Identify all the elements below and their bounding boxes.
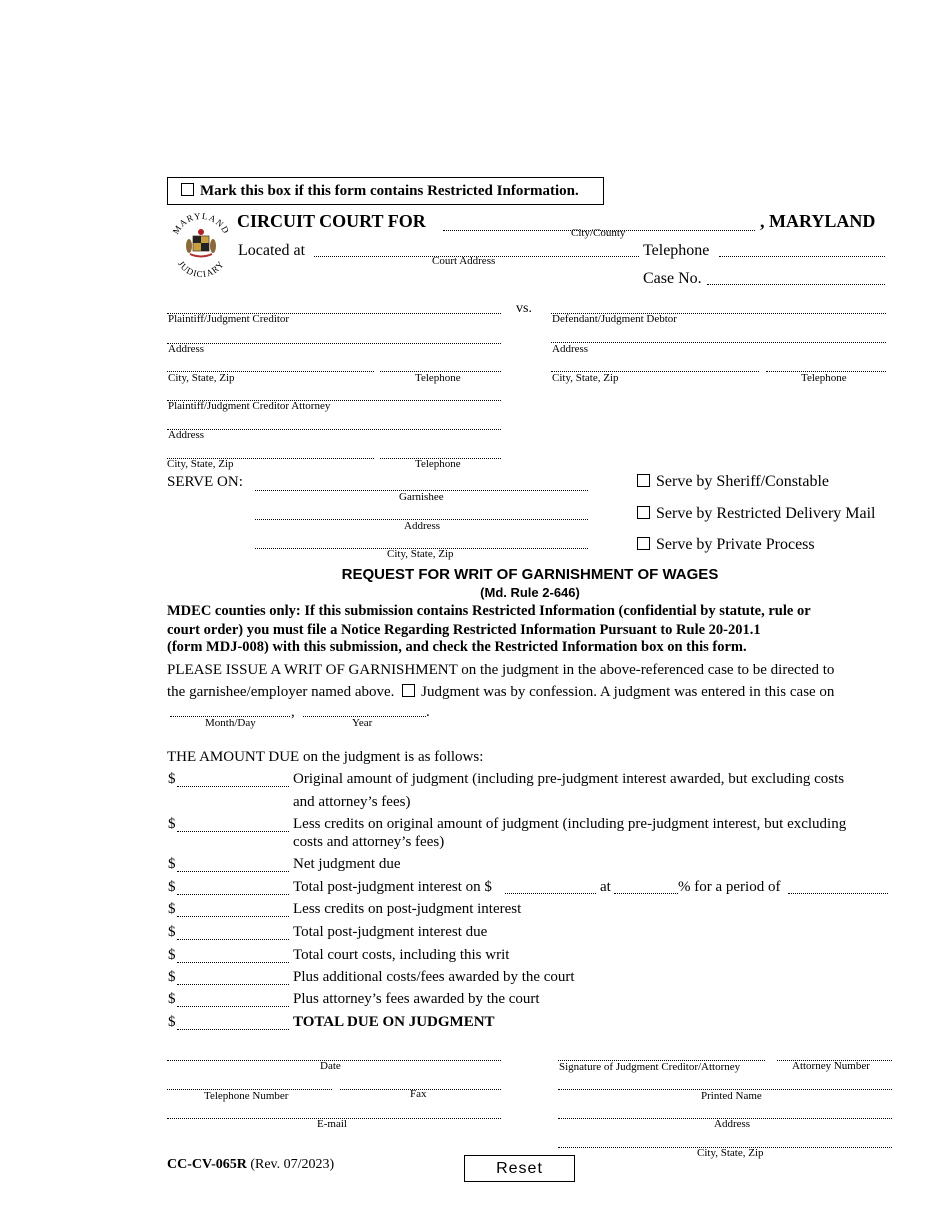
serve-sheriff-checkbox[interactable]	[637, 474, 650, 487]
attorney-fees-line	[177, 1006, 289, 1007]
confession-checkbox[interactable]	[402, 684, 415, 697]
less-label-2: costs and attorney’s fees)	[293, 834, 445, 850]
case-no-label: Case No.	[643, 270, 702, 287]
attorney-address-input[interactable]	[167, 412, 501, 428]
percent-period-label: % for a period of	[678, 879, 781, 895]
defendant-city-input[interactable]	[551, 354, 759, 370]
sig-fax-input[interactable]	[340, 1072, 501, 1088]
email-input[interactable]	[167, 1101, 501, 1117]
plaintiff-input[interactable]	[167, 296, 501, 312]
form-rule: (Md. Rule 2-646)	[480, 585, 580, 600]
form-title: REQUEST FOR WRIT OF GARNISHMENT OF WAGES	[341, 566, 719, 583]
court-title: CIRCUIT COURT FOR	[237, 211, 426, 231]
net-input[interactable]	[177, 854, 289, 870]
garnishee-address-caption: Address	[404, 520, 441, 532]
form-id-footer	[167, 1157, 334, 1173]
dollar-sign: $	[168, 947, 176, 963]
interest-base-input[interactable]	[505, 876, 596, 892]
at-label: at	[600, 879, 611, 895]
attorney-caption: Plaintiff/Judgment Creditor Attorney	[168, 400, 331, 412]
court-costs-label: Total court costs, including this writ	[293, 947, 510, 963]
interest-rate-input[interactable]	[614, 876, 678, 892]
date-caption: Date	[320, 1060, 341, 1072]
restricted-info-box	[167, 177, 604, 205]
court-address-caption: Court Address	[432, 255, 496, 267]
post-interest-input[interactable]	[177, 877, 289, 893]
attorney-phone-input[interactable]	[380, 441, 501, 457]
attorney-fees-label: Plus attorney’s fees awarded by the court	[293, 991, 540, 1007]
orig-label-1: Original amount of judgment (including pre-judgment interest awarded, but excluding costs	[293, 771, 845, 787]
sig-address-input[interactable]	[558, 1101, 892, 1117]
dollar-sign: $	[168, 991, 176, 1007]
defendant-address-input[interactable]	[551, 325, 886, 341]
garnishee-city-input[interactable]	[255, 531, 588, 547]
month-day-input[interactable]	[170, 699, 290, 715]
signature-caption: Signature of Judgment Creditor/Attorney	[559, 1061, 741, 1073]
orig-amount-input[interactable]	[177, 769, 289, 785]
serve-private-option[interactable]	[637, 536, 815, 554]
interest-rate-line	[614, 893, 678, 894]
attorney-phone-caption: Telephone	[415, 458, 461, 470]
period-input[interactable]	[788, 876, 888, 892]
total-due-input[interactable]	[177, 1012, 289, 1028]
seal-bottom-text: JUDICIARY	[175, 258, 227, 278]
post-due-line	[177, 939, 289, 940]
garnishee-address-input[interactable]	[255, 502, 588, 518]
serve-private-label: Serve by Private Process	[656, 536, 815, 553]
dollar-sign: $	[168, 1014, 176, 1030]
city-county-caption: City/County	[571, 227, 626, 239]
dollar-sign: $	[168, 816, 176, 832]
maryland-label: , MARYLAND	[760, 211, 876, 231]
less-label-1: Less credits on original amount of judgment (including pre-judgment interest, but excluding	[293, 816, 847, 832]
total-due-label: TOTAL DUE ON JUDGMENT	[293, 1014, 495, 1030]
orig-amount-line	[177, 786, 289, 787]
plaintiff-address-input[interactable]	[167, 326, 501, 342]
total-due-line	[177, 1029, 289, 1030]
dollar-sign: $	[168, 771, 176, 787]
period-line	[788, 893, 888, 894]
less-post-input[interactable]	[177, 899, 289, 915]
phone-caption: Telephone Number	[204, 1090, 289, 1102]
garnishee-caption: Garnishee	[399, 491, 444, 503]
attorney-number-caption: Attorney Number	[792, 1060, 870, 1072]
serve-sheriff-option[interactable]	[637, 473, 829, 491]
plaintiff-phone-input[interactable]	[380, 354, 501, 370]
court-telephone-line	[719, 256, 885, 257]
located-at-label: Located at	[238, 242, 306, 259]
attorney-address-line	[167, 429, 501, 430]
year-caption: Year	[352, 717, 373, 729]
form-id: CC-CV-065R	[167, 1157, 247, 1172]
garnishee-city-caption: City, State, Zip	[387, 548, 454, 560]
less-credits-input[interactable]	[177, 814, 289, 830]
orig-label-2: and attorney’s fees)	[293, 794, 411, 810]
net-line	[177, 871, 289, 872]
garnishee-input[interactable]	[255, 473, 588, 489]
plaintiff-city-input[interactable]	[167, 354, 374, 370]
court-telephone-input[interactable]	[719, 239, 885, 255]
telephone-label: Telephone	[643, 242, 710, 259]
month-day-caption: Month/Day	[205, 717, 256, 729]
less-credits-line	[177, 831, 289, 832]
amount-heading: THE AMOUNT DUE on the judgment is as follows:	[167, 749, 484, 765]
dollar-sign: $	[168, 856, 176, 872]
defendant-address-caption: Address	[552, 343, 589, 355]
restricted-info-checkbox[interactable]	[181, 183, 194, 196]
attorney-city-input[interactable]	[167, 441, 374, 457]
serve-mail-checkbox[interactable]	[637, 506, 650, 519]
seal-top-text: MARYLAND	[170, 210, 232, 236]
printed-name-caption: Printed Name	[701, 1090, 762, 1102]
defendant-phone-caption: Telephone	[801, 372, 847, 384]
svg-text:JUDICIARY	[176, 259, 226, 278]
year-input[interactable]	[303, 699, 426, 715]
signature-input[interactable]	[558, 1043, 765, 1059]
dollar-sign: $	[168, 901, 176, 917]
additional-costs-line	[177, 984, 289, 985]
printed-name-input[interactable]	[558, 1072, 892, 1088]
defendant-phone-input[interactable]	[766, 354, 886, 370]
serve-on-label: SERVE ON:	[167, 474, 243, 490]
attorney-address-caption: Address	[168, 429, 205, 441]
plaintiff-caption: Plaintiff/Judgment Creditor	[168, 313, 290, 325]
case-no-line	[707, 284, 885, 285]
sig-city-input[interactable]	[558, 1130, 892, 1146]
serve-mail-option[interactable]	[637, 505, 876, 523]
date-input[interactable]	[167, 1043, 501, 1059]
date-comma: ,	[291, 704, 295, 720]
defendant-input[interactable]	[551, 296, 886, 312]
additional-costs-input[interactable]	[177, 967, 289, 983]
dollar-sign: $	[168, 969, 176, 985]
net-label: Net judgment due	[293, 856, 401, 872]
reset-button[interactable]: Reset	[464, 1155, 575, 1182]
post-interest-line	[177, 894, 289, 895]
body-line-2a: the garnishee/employer named above.	[167, 684, 395, 700]
email-caption: E-mail	[317, 1118, 347, 1130]
plaintiff-address-caption: Address	[168, 343, 205, 355]
case-no-input[interactable]	[707, 267, 885, 283]
form-revision: (Rev. 07/2023)	[250, 1157, 335, 1172]
court-costs-input[interactable]	[177, 945, 289, 961]
serve-private-checkbox[interactable]	[637, 537, 650, 550]
body-line-1: PLEASE ISSUE A WRIT OF GARNISHMENT on the judgment in the above-referenced case to be directed to	[167, 662, 835, 678]
dollar-sign: $	[168, 924, 176, 940]
less-post-label: Less credits on post-judgment interest	[293, 901, 522, 917]
attorney-city-caption: City, State, Zip	[167, 458, 234, 470]
court-costs-line	[177, 962, 289, 963]
dollar-sign: $	[168, 879, 176, 895]
plaintiff-phone-caption: Telephone	[415, 372, 461, 384]
date-period: .	[426, 704, 430, 720]
court-address-input[interactable]	[314, 239, 639, 255]
attorney-fees-input[interactable]	[177, 989, 289, 1005]
defendant-address-line	[551, 342, 886, 343]
body-line-2b: Judgment was by confession. A judgment was entered in this case on	[421, 684, 835, 700]
notice-line-2: court order) you must file a Notice Regarding Restricted Information Pursuant to Rule 20-201.1	[167, 622, 761, 638]
maryland-judiciary-seal	[168, 206, 234, 278]
attorney-input[interactable]	[167, 383, 501, 399]
post-interest-label: Total post-judgment interest on $	[293, 879, 492, 895]
fax-caption: Fax	[410, 1088, 427, 1100]
attorney-number-input[interactable]	[777, 1043, 892, 1059]
less-post-line	[177, 916, 289, 917]
post-due-input[interactable]	[177, 922, 289, 938]
sig-address-caption: Address	[714, 1118, 751, 1130]
interest-base-line	[505, 893, 596, 894]
sig-city-caption: City, State, Zip	[697, 1147, 764, 1159]
sig-phone-input[interactable]	[167, 1072, 332, 1088]
notice-line-1: MDEC counties only: If this submission contains Restricted Information (confidential by statute, rule or	[167, 603, 811, 619]
post-due-label: Total post-judgment interest due	[293, 924, 488, 940]
plaintiff-address-line	[167, 343, 501, 344]
serve-sheriff-label: Serve by Sheriff/Constable	[656, 473, 830, 490]
defendant-city-caption: City, State, Zip	[552, 372, 619, 384]
serve-mail-label: Serve by Restricted Delivery Mail	[656, 505, 876, 522]
plaintiff-city-caption: City, State, Zip	[168, 372, 235, 384]
restricted-info-label: Mark this box if this form contains Restricted Information.	[200, 183, 579, 199]
additional-costs-label: Plus additional costs/fees awarded by the court	[293, 969, 575, 985]
restricted-info-checkbox-label[interactable]	[181, 183, 579, 200]
notice-line-3: (form MDJ-008) with this submission, and check the Restricted Information box on this form.	[167, 639, 747, 655]
vs-label: vs.	[516, 301, 532, 316]
defendant-caption: Defendant/Judgment Debtor	[552, 313, 677, 325]
